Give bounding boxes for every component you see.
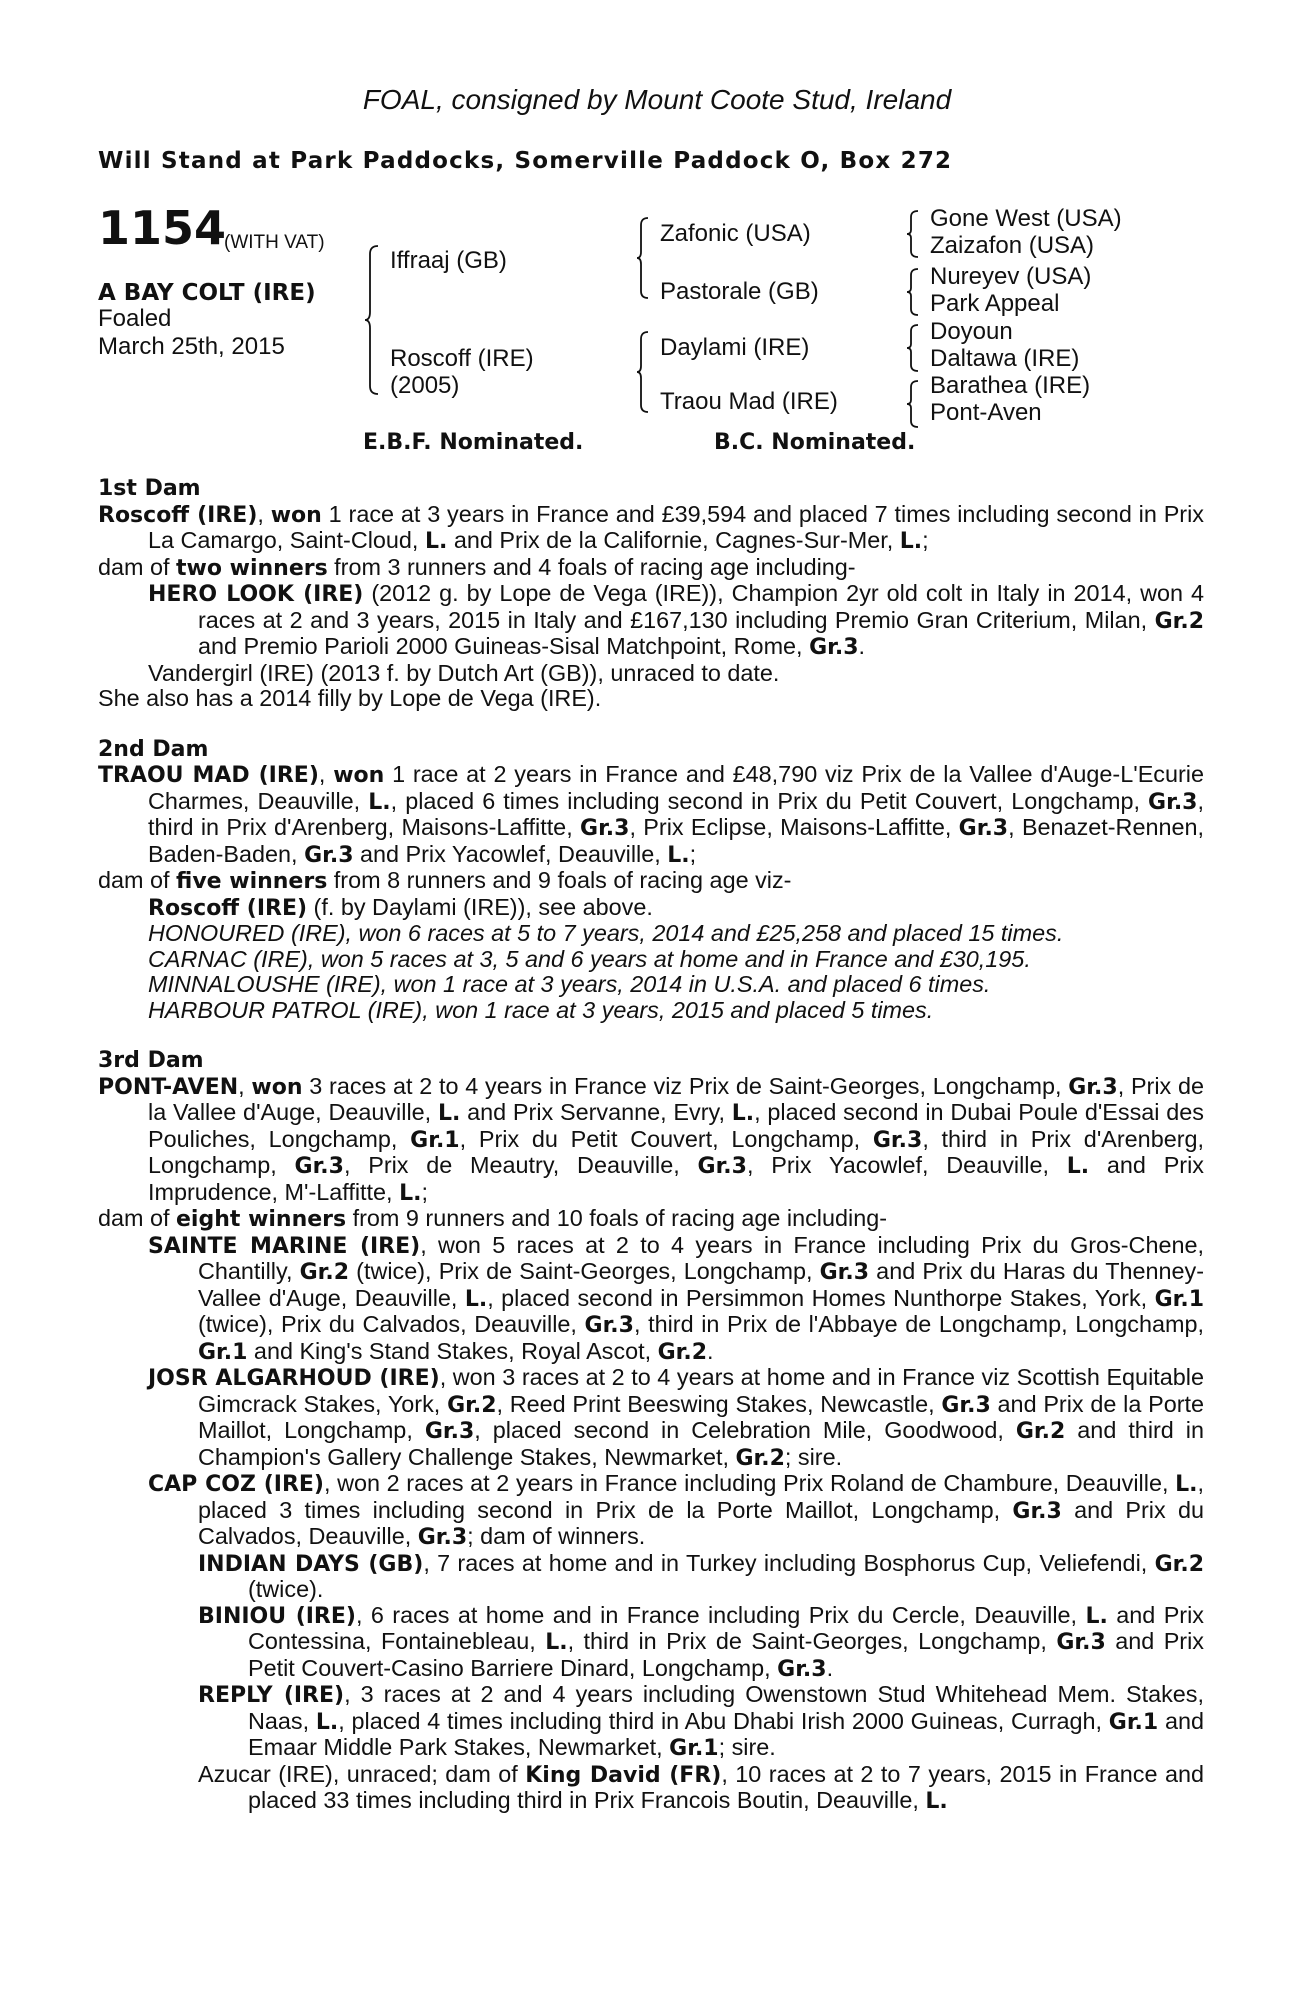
- produce-josr-algarhoud: JOSR ALGARHOUD (IRE), won 3 races at 2 to 4 years at home and in France viz Scottish Equitable Gimcrack Stakes, York, Gr.2, Reed Print Beeswing Stakes, Newcastle, Gr.3 and Prix de la Porte Maillot, Longchamp, Gr.3, placed second in Celebration Mile, Goodwood, Gr.2 and third in Champion's Gallery Challenge Stakes, Newmarket, Gr.2; sire.: [148, 1364, 1205, 1471]
- produce-azucar: Azucar (IRE), unraced; dam of King David (FR), 10 races at 2 to 7 years, 2015 in France and placed 33 times including third in Prix Francois Boutin, Deauville, L.: [198, 1760, 1204, 1814]
- ebf-nominated: E.B.F. Nominated.: [363, 430, 584, 455]
- pedigree-brace-sd: [906, 267, 920, 317]
- produce-harbour-patrol: HARBOUR PATROL (IRE), won 1 race at 3 years, 2015 and placed 5 times.: [148, 996, 934, 1023]
- produce-record: [98, 476, 1204, 1815]
- first-dam-note: She also has a 2014 filly by Lope de Vega (IRE).: [98, 685, 602, 711]
- first-dam-produce-summary: dam of two winners from 3 runners and 4 foals of racing age including-: [98, 553, 856, 581]
- pedigree-dam-sire: Daylami (IRE): [660, 334, 810, 361]
- pedigree-sire-dam: Pastorale (GB): [660, 278, 819, 305]
- second-dam-title: 2nd Dam: [98, 736, 209, 762]
- pedigree-brace-dam: [636, 330, 650, 414]
- pedigree-dam: Roscoff (IRE): [390, 345, 534, 372]
- second-dam-record: TRAOU MAD (IRE), won 1 race at 2 years in France and £48,790 viz Prix de la Vallee d'Auge-L'Ecurie Charmes, Deauville, L., placed 6 times including second in Prix du Petit Couvert, Longchamp, Gr.3, third in Prix d'Arenberg, Maisons-Laffitte, Gr.3, Prix Eclipse, Maisons-Laffitte, Gr.3, Benazet-Rennen, Baden-Baden, Gr.3 and Prix Yacowlef, Deauville, L.;: [98, 761, 1204, 868]
- produce-indian-days: INDIAN DAYS (GB), 7 races at home and in Turkey including Bosphorus Cup, Veliefendi, Gr.2 (twice).: [198, 1549, 1205, 1602]
- third-dam-produce-summary: dam of eight winners from 9 runners and 10 foals of racing age including-: [98, 1205, 888, 1232]
- pedigree-ssd: Zaizafon (USA): [930, 232, 1095, 259]
- first-dam-record: Roscoff (IRE), won 1 race at 3 years in France and £39,594 and placed 7 times including second in Prix La Camargo, Saint-Cloud, L. and Prix de la Californie, Cagnes-Sur-Mer, L.;: [98, 500, 1204, 554]
- foaled-label: Foaled: [98, 305, 172, 332]
- pedigree-ddd: Pont-Aven: [930, 399, 1042, 426]
- produce-minnaloushe: MINNALOUSHE (IRE), won 1 race at 3 years, 2014 in U.S.A. and placed 6 times.: [148, 971, 991, 997]
- produce-carnac: CARNAC (IRE), won 5 races at 3, 5 and 6 years at home and in France and £30,195.: [148, 945, 1031, 972]
- bc-nominated: B.C. Nominated.: [714, 430, 916, 455]
- pedigree-dsd: Daltawa (IRE): [930, 345, 1080, 372]
- second-dam-produce-summary: dam of five winners from 8 runners and 9 foals of racing age viz-: [98, 867, 792, 894]
- third-dam-title: 3rd Dam: [98, 1048, 204, 1073]
- consignor-heading: FOAL, consigned by Mount Coote Stud, Ireland: [362, 84, 952, 115]
- pedigree-sds: Nureyev (USA): [930, 263, 1092, 290]
- produce-honoured: HONOURED (IRE), won 6 races at 5 to 7 years, 2014 and £25,258 and placed 15 times.: [148, 920, 1064, 946]
- dam-name: Roscoff (IRE): [98, 502, 258, 528]
- foaled-date: March 25th, 2015: [98, 333, 285, 360]
- lot-number: 1154: [98, 201, 227, 255]
- pedigree-brace-ds: [906, 323, 920, 373]
- pedigree-sire: Iffraaj (GB): [390, 247, 507, 274]
- pedigree-brace-ss: [906, 209, 920, 259]
- vat-note: (WITH VAT): [224, 232, 325, 253]
- pedigree-brace-main: [364, 244, 380, 396]
- lot-name: A BAY COLT (IRE): [98, 280, 316, 306]
- produce-vandergirl: Vandergirl (IRE) (2013 f. by Dutch Art (GB)), unraced to date.: [148, 659, 780, 686]
- pedigree-sdd: Park Appeal: [930, 290, 1060, 317]
- produce-hero-look: HERO LOOK (IRE) (2012 g. by Lope de Vega (IRE)), Champion 2yr old colt in Italy in 2014, won 4 races at 2 and 3 years, 2015 in Italy and £167,130 including Premio Gran Criterium, Milan, Gr.2 and Premio Parioli 2000 Guineas-Sisal Matchpoint, Rome, Gr.3.: [148, 580, 1204, 660]
- produce-reply: REPLY (IRE), 3 races at 2 and 4 years including Owenstown Stud Whitehead Mem. Stakes, Naas, L., placed 4 times including third in Abu Dhabi Irish 2000 Guineas, Curragh, Gr.1 and Emaar Middle Park Stakes, Newmarket, Gr.1; sire.: [198, 1681, 1204, 1761]
- stand-location: Will Stand at Park Paddocks, Somerville Paddock O, Box 272: [98, 148, 953, 174]
- first-dam-title: 1st Dam: [98, 476, 201, 501]
- pedigree-brace-sire: [636, 216, 650, 300]
- pedigree-dam-year: (2005): [390, 372, 460, 399]
- pedigree-sss: Gone West (USA): [930, 205, 1122, 232]
- pedigree-dss: Doyoun: [930, 318, 1013, 345]
- produce-sainte-marine: SAINTE MARINE (IRE), won 5 races at 2 to 4 years in France including Prix du Gros-Chene, Chantilly, Gr.2 (twice), Prix de Saint-Georges, Longchamp, Gr.3 and Prix du Haras du Thenney-Vallee d'Auge, Deauville, L., placed second in Persimmon Homes Nunthorpe Stakes, York, Gr.1 (twice), Prix du Calvados, Deauville, Gr.3, third in Prix de l'Abbaye de Longchamp, Longchamp, Gr.1 and King's Stand Stakes, Royal Ascot, Gr.2.: [148, 1231, 1205, 1365]
- produce-roscoff: Roscoff (IRE) (f. by Daylami (IRE)), see above.: [148, 893, 653, 921]
- produce-biniou: BINIOU (IRE), 6 races at home and in France including Prix du Cercle, Deauville, L. and Prix Contessina, Fontainebleau, L., third in Prix de Saint-Georges, Longchamp, Gr.3 and Prix Petit Couvert-Casino Barriere Dinard, Longchamp, Gr.3.: [198, 1601, 1204, 1682]
- pedigree-sire-sire: Zafonic (USA): [660, 220, 811, 247]
- pedigree-dds: Barathea (IRE): [930, 372, 1091, 399]
- pedigree-dam-dam: Traou Mad (IRE): [660, 388, 838, 415]
- pedigree-brace-dd: [906, 379, 920, 429]
- third-dam-record: PONT-AVEN, won 3 races at 2 to 4 years in France viz Prix de Saint-Georges, Longchamp, Gr.3, Prix de la Vallee d'Auge, Deauville, L. and Prix Servanne, Evry, L., placed second in Dubai Poule d'Essai des Pouliches, Longchamp, Gr.1, Prix du Petit Couvert, Longchamp, Gr.3, third in Prix d'Arenberg, Longchamp, Gr.3, Prix de Meautry, Deauville, Gr.3, Prix Yacowlef, Deauville, L. and Prix Imprudence, M'-Laffitte, L.;: [98, 1072, 1205, 1206]
- produce-cap-coz: CAP COZ (IRE), won 2 races at 2 years in France including Prix Roland de Chambure, Deauville, L., placed 3 times including second in Prix de la Porte Maillot, Longchamp, Gr.3 and Prix du Calvados, Deauville, Gr.3; dam of winners.: [148, 1470, 1204, 1550]
